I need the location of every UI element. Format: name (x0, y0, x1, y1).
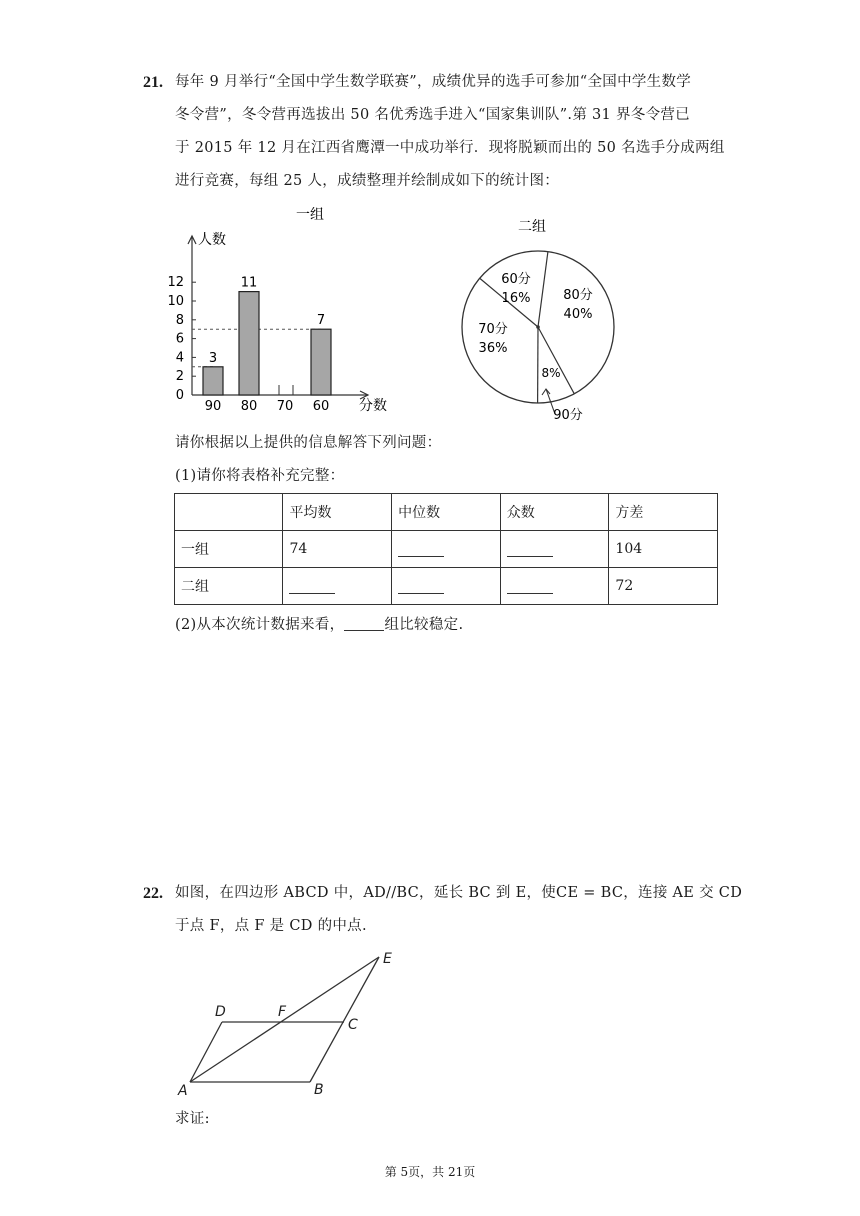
part-2-text-after: 组比较稳定. (384, 617, 464, 633)
question-21-text (175, 66, 735, 198)
bar-chart-y-label: 人数 (198, 232, 226, 248)
bar-90 (203, 367, 223, 395)
y-tick-label: 0 (175, 388, 184, 403)
variance-cell: 72 (609, 568, 718, 605)
question-21-number: 21. (143, 74, 163, 91)
question-21-line-3: 于 2015 年 12 月在江西省鹰潭一中成功举行．现将脱颖而出的 50 名选手分成两组 (175, 140, 725, 156)
median-blank[interactable] (398, 542, 444, 557)
bar-value-label: 7 (316, 313, 326, 329)
x-tick-label: 90 (204, 399, 222, 414)
question-22-line-1: 如图，在四边形 ABCD 中，AD//BC，延长 BC 到 E，使CE = BC，连接 AE 交 CD (175, 885, 743, 901)
question-21-line-2: 冬令营”，冬令营再选拔出 50 名优秀选手进入“国家集训队”.第 31 界冬令营已 (175, 107, 690, 123)
pie-slice-label: 70分 (478, 322, 508, 337)
table-header-cell: 众数 (500, 494, 609, 531)
table-header-cell: 方差 (609, 494, 718, 531)
statistics-table (174, 493, 718, 605)
table-row (175, 531, 718, 568)
row-label: 二组 (175, 568, 283, 605)
bar-chart-title: 一组 (296, 207, 324, 223)
pie-slice-label: 80分 (563, 288, 593, 303)
bar-value-label: 11 (240, 275, 258, 291)
point-label-a: A (178, 1083, 188, 1099)
pie-slice-label: 90分 (553, 408, 583, 423)
pie-slice-percent: 36% (478, 341, 508, 356)
variance-cell: 104 (609, 531, 718, 568)
pie-slice-percent: 40% (563, 307, 593, 322)
table-row (175, 568, 718, 605)
stable-group-blank[interactable] (344, 616, 384, 631)
segment-be (310, 957, 379, 1082)
mode-cell[interactable] (500, 531, 609, 568)
quadrilateral-figure (170, 945, 410, 1100)
page-footer: 第 5页，共 21页 (384, 1165, 476, 1179)
x-tick-label: 60 (312, 399, 330, 414)
point-label-d: D (215, 1004, 226, 1020)
y-tick-label: 12 (167, 275, 184, 291)
question-21-line-1: 每年 9 月举行“全国中学生数学联赛”，成绩优异的选手可参加“全国中学生数学 (175, 74, 692, 90)
mean-blank[interactable] (289, 579, 335, 594)
part-2-text-before: (2)从本次统计数据来看， (175, 617, 345, 633)
mode-blank[interactable] (507, 579, 553, 594)
x-tick-label: 70 (276, 399, 294, 414)
pie-slice-percent: 16% (501, 291, 531, 306)
question-21-part-1: (1)请你将表格补充完整： (175, 468, 345, 484)
bar-60 (311, 329, 331, 395)
mode-cell[interactable] (500, 568, 609, 605)
bar-80 (239, 292, 259, 395)
group-2-pie-chart (455, 210, 635, 425)
point-label-e: E (383, 951, 392, 967)
table-header-cell: 中位数 (392, 494, 501, 531)
question-21-prompt: 请你根据以上提供的信息解答下列问题： (175, 435, 442, 451)
table-header-cell: 平均数 (283, 494, 392, 531)
mean-cell: 74 (283, 531, 392, 568)
y-tick-label: 8 (175, 312, 184, 328)
point-label-f: F (278, 1004, 287, 1020)
point-label-b: B (314, 1082, 324, 1098)
y-tick-label: 10 (167, 294, 184, 309)
segment-ad (190, 1022, 222, 1082)
table-header-cell (175, 494, 283, 531)
table-header-row (175, 494, 718, 531)
median-cell[interactable] (392, 568, 501, 605)
question-22-line-2: 于点 F，点 F 是 CD 的中点. (175, 918, 367, 934)
y-tick-label: 4 (175, 350, 184, 366)
group-1-bar-chart (160, 198, 400, 420)
y-tick-label: 6 (175, 331, 184, 347)
question-22-number: 22. (143, 885, 163, 902)
question-21-part-2 (175, 609, 463, 642)
pie-chart-title: 二组 (518, 219, 546, 235)
median-cell[interactable] (392, 531, 501, 568)
question-22-prove: 求证: (175, 1111, 210, 1127)
pie-slice-label: 60分 (501, 272, 531, 287)
mode-blank[interactable] (507, 542, 553, 557)
bar-chart-x-label: 分数 (359, 398, 387, 414)
y-tick-label: 2 (175, 369, 184, 385)
x-tick-label: 80 (240, 399, 258, 414)
mean-cell[interactable] (283, 568, 392, 605)
row-label: 一组 (175, 531, 283, 568)
question-21-line-4: 进行竞赛，每组 25 人，成绩整理并绘制成如下的统计图： (175, 173, 560, 189)
point-label-c: C (348, 1017, 358, 1033)
pie-slice-percent: 8% (541, 366, 561, 380)
pie-center (536, 325, 540, 329)
median-blank[interactable] (398, 579, 444, 594)
bar-value-label: 3 (208, 350, 218, 366)
